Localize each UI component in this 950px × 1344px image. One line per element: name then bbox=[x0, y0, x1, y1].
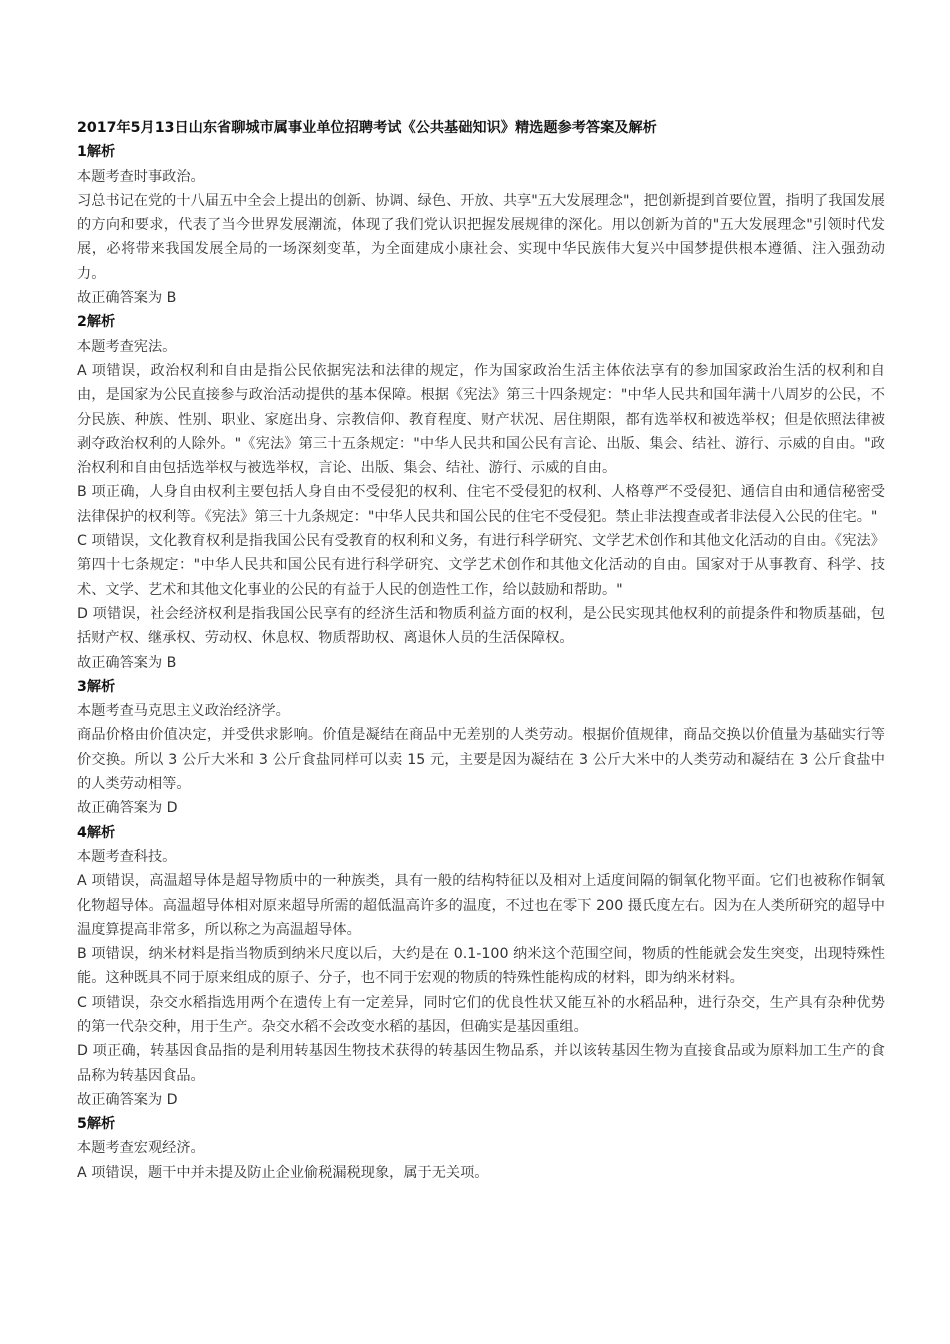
paragraph: 商品价格由价值决定，并受供求影响。价值是凝结在商品中无差别的人类劳动。根据价值规律，商品交换以价值量为基础实行等价交换。所以 3 公斤大米和 3 公斤食盐同样可以卖 15 元，主要是因为凝结在 3 公斤大米中的人类劳动和凝结在 3 公斤食盐中的人类劳动相等。 bbox=[77, 727, 885, 793]
paragraph: 本题考查宪法。 bbox=[77, 338, 177, 355]
paragraph: C 项错误，杂交水稻指选用两个在遗传上有一定差异，同时它们的优良性状又能互补的水稻品种，进行杂交，生产具有杂种优势的第一代杂交种，用于生产。杂交水稻不会改变水稻的基因，但确实是基因重组。 bbox=[77, 994, 885, 1035]
section-heading: 5解析 bbox=[77, 1116, 116, 1133]
paragraph: D 项正确，转基因食品指的是利用转基因生物技术获得的转基因生物品系，并以该转基因生物为直接食品或为原料加工生产的食品称为转基因食品。 bbox=[77, 1043, 885, 1084]
paragraph: B 项正确，人身自由权利主要包括人身自由不受侵犯的权利、住宅不受侵犯的权利、人格尊严不受侵犯、通信自由和通信秘密受法律保护的权利等。《宪法》第三十九条规定："中华人民共和国公民的住宅不受侵犯。禁止非法搜查或者非法侵入公民的住宅。" bbox=[77, 484, 885, 525]
section-heading: 2解析 bbox=[77, 314, 116, 331]
paragraph: 本题考查时事政治。 bbox=[77, 168, 205, 185]
paragraph: 本题考查宏观经济。 bbox=[77, 1140, 205, 1157]
section-heading: 1解析 bbox=[77, 144, 116, 161]
paragraph: 本题考查马克思主义政治经济学。 bbox=[77, 703, 290, 720]
document-body bbox=[77, 116, 885, 1185]
paragraph: B 项错误，纳米材料是指当物质到纳米尺度以后，大约是在 0.1-100 纳米这个范围空间，物质的性能就会发生突变，出现特殊性能。这种既具不同于原来组成的原子、分子，也不同于宏观的物质的特殊性能构成的材料，即为纳米材料。 bbox=[77, 946, 885, 987]
paragraph: 故正确答案为 D bbox=[77, 800, 178, 817]
paragraph: D 项错误，社会经济权利是指我国公民享有的经济生活和物质利益方面的权利，是公民实现其他权利的前提条件和物质基础，包括财产权、继承权、劳动权、休息权、物质帮助权、离退休人员的生活保障权。 bbox=[77, 605, 885, 647]
paragraph: C 项错误，文化教育权利是指我国公民有受教育的权利和义务，有进行科学研究、文学艺术创作和其他文化活动的自由。《宪法》第四十七条规定："中华人民共和国公民有进行科学研究、文学艺术创作和其他文化活动的自由。国家对于从事教育、科学、技术、文学、艺术和其他文化事业的公民的有益于人民的创造性工作，给以鼓励和帮助。" bbox=[77, 533, 885, 598]
section-heading: 3解析 bbox=[77, 678, 116, 695]
paragraph: 习总书记在党的十八届五中全会上提出的创新、协调、绿色、开放、共享"五大发展理念"，把创新提到首要位置，指明了我国发展的方向和要求，代表了当今世界发展潮流，体现了我们党认识把握发展规律的深化。用以创新为首的"五大发展理念"引领时代发展，必将带来我国发展全局的一场深刻变革，为全面建成小康社会、实现中华民族伟大复兴中国梦提供根本遵循、注入强劲动力。 bbox=[77, 192, 885, 282]
document-title: 2017年5月13日山东省聊城市属事业单位招聘考试《公共基础知识》精选题参考答案及解析 bbox=[77, 120, 657, 136]
paragraph: A 项错误，高温超导体是超导物质中的一种族类，具有一般的结构特征以及相对上适度间隔的铜氧化物平面。它们也被称作铜氧化物超导体。高温超导体相对原来超导所需的超低温高许多的温度，不过也在零下 200 摄氏度左右。因为在人类所研究的超导中温度算提高非常多，所以称之为高温超导体。 bbox=[77, 873, 885, 938]
section-heading: 4解析 bbox=[77, 824, 116, 841]
paragraph: 故正确答案为 B bbox=[77, 290, 177, 307]
paragraph: 故正确答案为 B bbox=[77, 654, 177, 671]
paragraph: A 项错误，题干中并未提及防止企业偷税漏税现象，属于无关项。 bbox=[77, 1164, 489, 1181]
paragraph: 本题考查科技。 bbox=[77, 848, 177, 865]
paragraph: A 项错误，政治权利和自由是指公民依据宪法和法律的规定，作为国家政治生活主体依法享有的参加国家政治生活的权利和自由，是国家为公民直接参与政治活动提供的基本保障。根据《宪法》第三十四条规定："中华人民共和国年满十八周岁的公民，不分民族、种族、性别、职业、家庭出身、宗教信仰、教育程度、财产状况、居住期限，都有选举权和被选举权；但是依照法律被剥夺政治权利的人除外。"《宪法》第三十五条规定："中华人民共和国公民有言论、出版、集会、结社、游行、示威的自由。"政治权利和自由包括选举权与被选举权，言论、出版、集会、结社、游行、示威的自由。 bbox=[77, 362, 885, 477]
paragraph: 故正确答案为 D bbox=[77, 1091, 178, 1108]
